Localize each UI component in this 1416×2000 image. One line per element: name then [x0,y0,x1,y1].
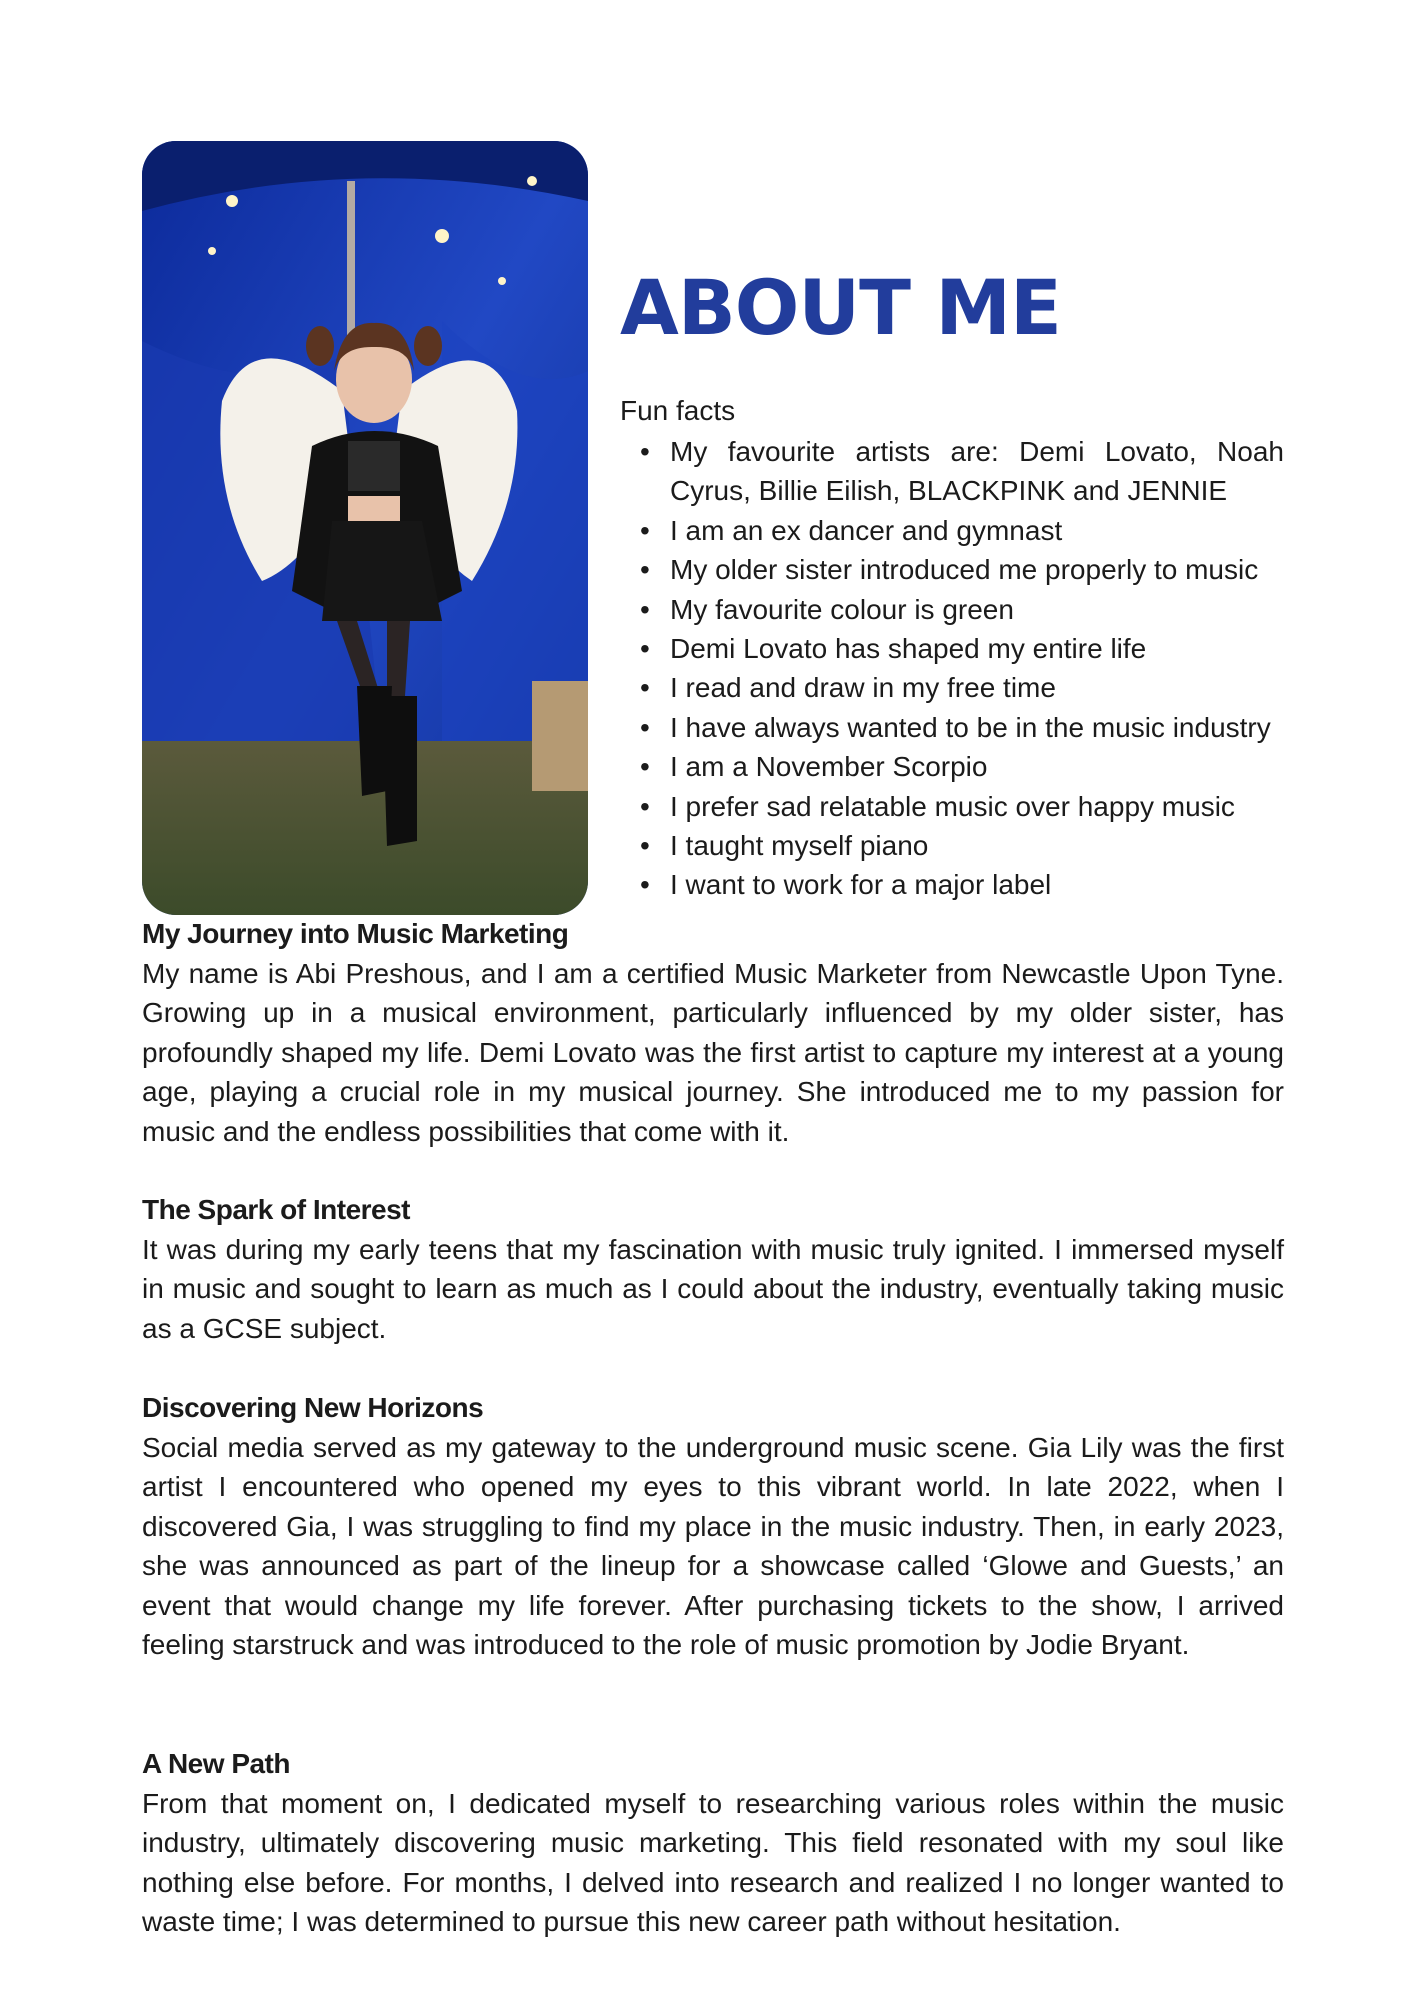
portrait-photo [142,141,588,915]
list-item: • My older sister introduced me properly to music [620,550,1284,589]
list-item: • I read and draw in my free time [620,668,1284,707]
list-item: • My favourite colour is green [620,590,1284,629]
section-heading: The Spark of Interest [142,1194,411,1225]
section-paragraph: My name is Abi Preshous, and I am a certified Music Marketer from Newcastle Upon Tyne. Growing up in a musical environment, particularly influenced by my older sister, has profoundly shaped my life. Demi Lovato was the first artist to capture my interest at a young age, playing a crucial role in my musical journey. She introduced me to my passion for music and the endless possibilities that come with it. [142,958,1284,1147]
portrait-photo-icon [142,141,588,915]
section-new-path [142,1744,1284,1942]
section-paragraph: From that moment on, I dedicated myself to researching various roles within the music industry, ultimately discovering music marketing. This field resonated with my soul like nothing else before. For months, I delved into research and realized I no longer wanted to waste time; I was determined to pursue this new career path without hesitation. [142,1788,1284,1938]
fun-facts-label: Fun facts [620,395,736,426]
list-item: • I have always wanted to be in the music industry [620,708,1284,747]
list-item: • Demi Lovato has shaped my entire life [620,629,1284,668]
page-title: ABOUT ME [620,263,1061,352]
list-item: • I prefer sad relatable music over happy music [620,787,1284,826]
list-item: • I taught myself piano [620,826,1284,865]
section-paragraph: Social media served as my gateway to the underground music scene. Gia Lily was the first artist I encountered who opened my eyes to this vibrant world. In late 2022, when I discovered Gia, I was struggling to find my place in the music industry. Then, in early 2023, she was announced as part of the lineup for a showcase called ‘Glowe and Guests,’ an event that would change my life forever. After purchasing tickets to the show, I arrived feeling starstruck and was introduced to the role of music promotion by Jodie Bryant. [142,1432,1284,1661]
list-item: • I am a November Scorpio [620,747,1284,786]
section-heading: My Journey into Music Marketing [142,918,569,949]
section-heading: Discovering New Horizons [142,1392,484,1423]
fun-facts-list [620,432,1284,905]
section-paragraph: It was during my early teens that my fascination with music truly ignited. I immersed myself in music and sought to learn as much as I could about the industry, eventually taking music as a GCSE subject. [142,1234,1284,1344]
list-item: • I want to work for a major label [620,865,1284,904]
section-heading: A New Path [142,1748,290,1779]
section-journey [142,914,1284,1151]
list-item: • I am an ex dancer and gymnast [620,511,1284,550]
section-horizons [142,1388,1284,1664]
section-spark [142,1190,1284,1348]
list-item: • My favourite artists are: Demi Lovato, Noah Cyrus, Billie Eilish, BLACKPINK and JENNIE [620,432,1284,511]
